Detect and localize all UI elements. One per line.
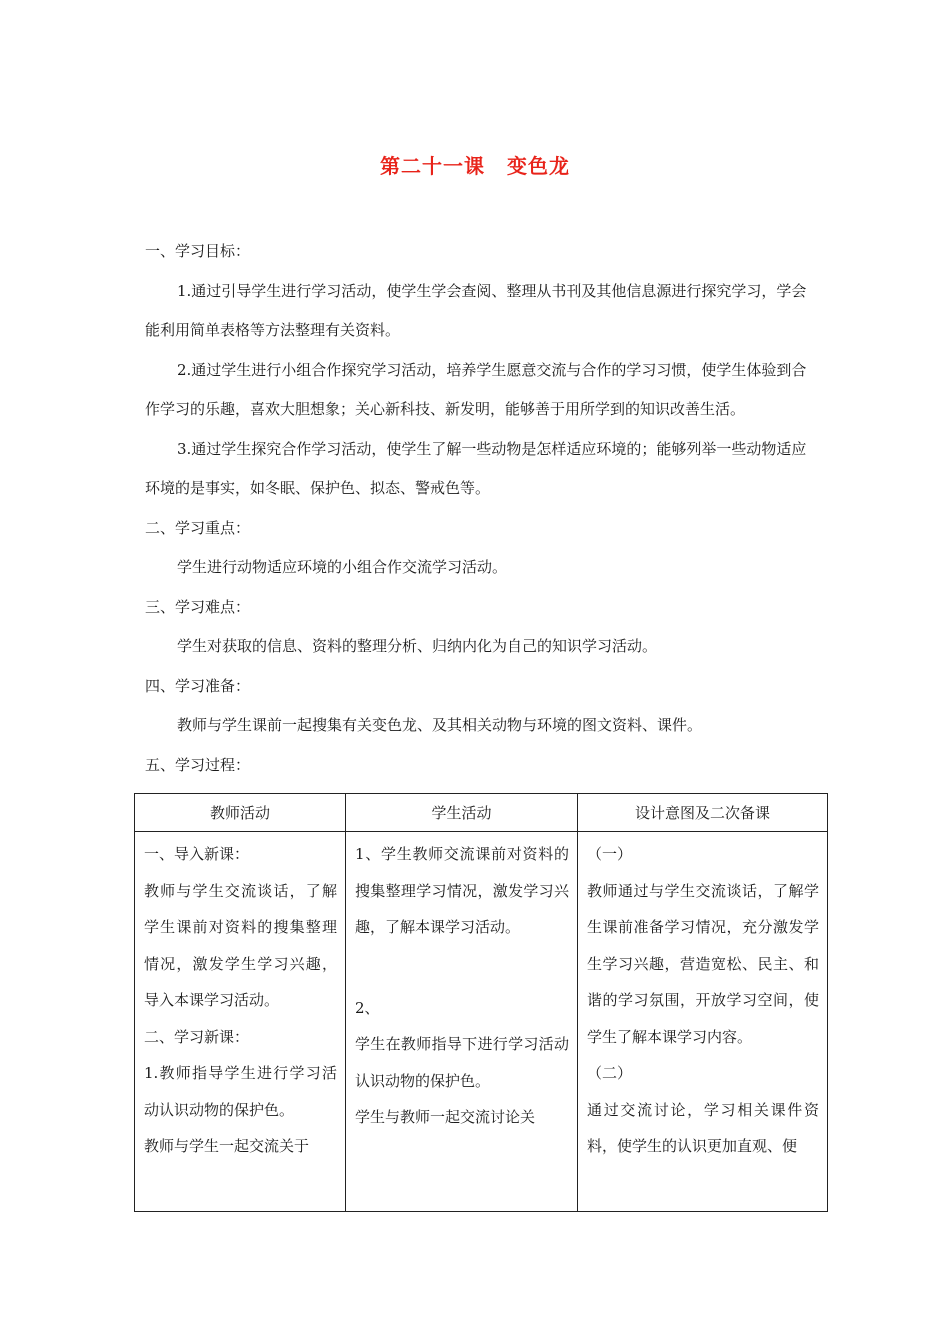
teacher-cell bbox=[135, 832, 346, 1212]
goal-1: 1.通过引导学生进行学习活动，使学生学会查阅、整理从书刊及其他信息源进行探究学习，学会能利用简单表格等方法整理有关资料。 bbox=[145, 281, 807, 339]
design-label-1: （一） bbox=[587, 845, 633, 863]
prep-heading: 四、学习准备： bbox=[145, 676, 251, 695]
table-row bbox=[135, 832, 828, 1212]
student-text-2: 2、 bbox=[355, 998, 380, 1017]
difficulty-heading: 三、学习难点： bbox=[145, 597, 251, 616]
focus-text: 学生进行动物适应环境的小组合作交流学习活动。 bbox=[177, 558, 508, 576]
teacher-heading-1: 一、导入新课： bbox=[144, 845, 250, 863]
difficulty-text: 学生对获取的信息、资料的整理分析、归纳内化为自己的知识学习活动。 bbox=[177, 637, 658, 655]
lesson-name: 变色龙 bbox=[507, 154, 570, 178]
lesson-number: 第二十一课 bbox=[380, 154, 485, 178]
page-title bbox=[0, 150, 950, 179]
table-header-row bbox=[135, 794, 828, 832]
teacher-text-1: 教师与学生交流谈话，了解学生课前对资料的搜集整理情况，激发学生学习兴趣，导入本课学习活动。 bbox=[144, 881, 337, 1009]
design-text-1: 教师通过与学生交流谈话，了解学生课前准备学习情况，充分激发学生学习兴趣，营造宽松、民主、和谐的学习氛围，开放学习空间，使学生了解本课学习内容。 bbox=[587, 881, 819, 1046]
process-heading: 五、学习过程： bbox=[145, 755, 251, 774]
header-teacher: 教师活动 bbox=[135, 794, 346, 832]
header-student: 学生活动 bbox=[346, 794, 578, 832]
focus-heading: 二、学习重点： bbox=[145, 518, 251, 537]
process-table bbox=[134, 793, 828, 1212]
prep-text: 教师与学生课前一起搜集有关变色龙、及其相关动物与环境的图文资料、课件。 bbox=[177, 716, 703, 734]
goal-2: 2.通过学生进行小组合作探究学习活动，培养学生愿意交流与合作的学习习惯，使学生体验到合作学习的乐趣，喜欢大胆想象；关心新科技、新发明，能够善于用所学到的知识改善生活。 bbox=[145, 360, 807, 418]
header-design: 设计意图及二次备课 bbox=[578, 794, 828, 832]
teacher-heading-2: 二、学习新课： bbox=[144, 1027, 250, 1046]
teacher-text-3: 教师与学生一起交流关于 bbox=[144, 1137, 310, 1155]
design-text-2: 通过交流讨论，学习相关课件资料，使学生的认识更加直观、便 bbox=[587, 1100, 819, 1155]
student-cell bbox=[346, 832, 578, 1212]
document-body bbox=[145, 232, 815, 785]
student-text-1: 1、学生教师交流课前对资料的搜集整理学习情况，激发学习兴趣，了解本课学习活动。 bbox=[355, 845, 569, 936]
student-text-4: 学生与教师一起交流讨论关 bbox=[355, 1108, 536, 1126]
teacher-text-2: 1.教师指导学生进行学习活动认识动物的保护色。 bbox=[144, 1064, 337, 1119]
goals-heading: 一、学习目标： bbox=[145, 242, 251, 260]
design-label-2: （二） bbox=[587, 1064, 633, 1082]
goal-3: 3.通过学生探究合作学习活动，使学生了解一些动物是怎样适应环境的；能够列举一些动物适应环境的是事实，如冬眠、保护色、拟态、警戒色等。 bbox=[145, 439, 807, 497]
student-text-3: 学生在教师指导下进行学习活动认识动物的保护色。 bbox=[355, 1035, 569, 1090]
design-cell bbox=[578, 832, 828, 1212]
